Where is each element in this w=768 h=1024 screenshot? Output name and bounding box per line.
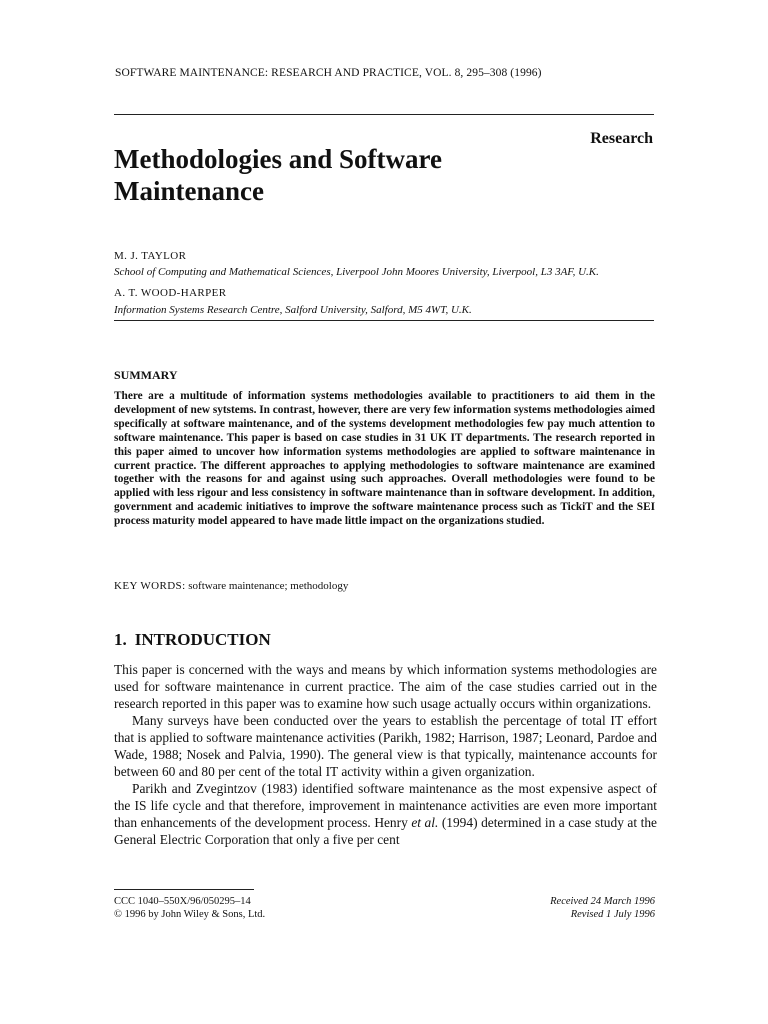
running-head: SOFTWARE MAINTENANCE: RESEARCH AND PRACTICE, VOL. 8, 295–308 (1996) — [115, 67, 542, 79]
introduction-body — [114, 661, 657, 848]
article-title: Methodologies and Software Maintenance — [114, 144, 442, 206]
section-number: 1. — [114, 630, 127, 649]
section-label: Research — [590, 130, 653, 147]
paragraph-3-text-a: Parikh and Zvegintzov (1983) identified software maintenance as the most expensive aspect of the IS life cycle and that therefore, improvement in maintenance activities are even more important than enhancements of the development process. Henry — [114, 781, 657, 830]
paragraph-3-italic: et al. — [411, 815, 439, 830]
paragraph-1: This paper is concerned with the ways and means by which information systems methodologies are used for software maintenance in current practice. The aim of the case studies carried out in the research reported in this paper was to examine how such usage actually occurs within organizations. — [114, 662, 657, 711]
author-affiliation-2: Information Systems Research Centre, Salford University, Salford, M5 4WT, U.K. — [114, 304, 472, 316]
section-heading — [114, 630, 271, 650]
revised-date: Revised 1 July 1996 — [570, 908, 655, 920]
paragraph-2: Many surveys have been conducted over the years to establish the percentage of total IT effort that is applied to software maintenance activities (Parikh, 1982; Harrison, 1987; Leonard, Pardoe and Wade, 1988; Nosek and Palvia, 1990). The general view is that typically, maintenance accounts for between 60 and 80 per cent of the total IT activity within a given organization. — [114, 713, 657, 779]
header-rule — [114, 114, 654, 115]
section-title: INTRODUCTION — [134, 630, 271, 649]
author-name-1: M. J. TAYLOR — [114, 250, 187, 262]
footer-left — [114, 896, 265, 921]
footer-rule — [114, 889, 254, 890]
summary-text: There are a multitude of information systems methodologies available to practitioners to aid them in the development of new sytstems. In contrast, however, there are very few information systems methodologies aimed specifically at software maintenance, and of the systems development methodologies few pay much attention to software maintenance. This paper is based on case studies in 31 UK IT departments. The research reported in this paper aimed to uncover how information systems methodologies are applied to software maintenance in current practice. The different approaches to applying methodologies to software maintenance are examined together with the reasons for and against using such approaches. Overall methodologies were found to be applied with less rigour and less consistency in software maintenance than in software development. In addition, government and academic initiatives to improve the software maintenance process such as TickiT and the SEI process maturity model appeared to have made little impact on the organizations studied. — [114, 390, 656, 528]
copyright: © 1996 by John Wiley & Sons, Ltd. — [114, 908, 266, 920]
paragraph-3 — [114, 780, 657, 848]
keywords-text: software maintenance; methodology — [188, 580, 349, 592]
paragraph-3-text-b: (1994) determined in a case study at the General Electric Corporation that only a five per cent — [114, 815, 657, 847]
authors-rule — [114, 320, 654, 321]
keywords-label: KEY WORDS: — [114, 580, 186, 592]
footer-right — [550, 896, 655, 921]
author-affiliation-1: School of Computing and Mathematical Sciences, Liverpool John Moores University, Liverpool, L3 3AF, U.K. — [114, 266, 599, 278]
ccc-code: CCC 1040–550X/96/050295–14 — [114, 896, 251, 907]
keywords — [114, 580, 348, 592]
received-date: Received 24 March 1996 — [550, 896, 655, 907]
summary-heading: SUMMARY — [114, 368, 178, 382]
author-name-2: A. T. WOOD-HARPER — [114, 287, 227, 299]
